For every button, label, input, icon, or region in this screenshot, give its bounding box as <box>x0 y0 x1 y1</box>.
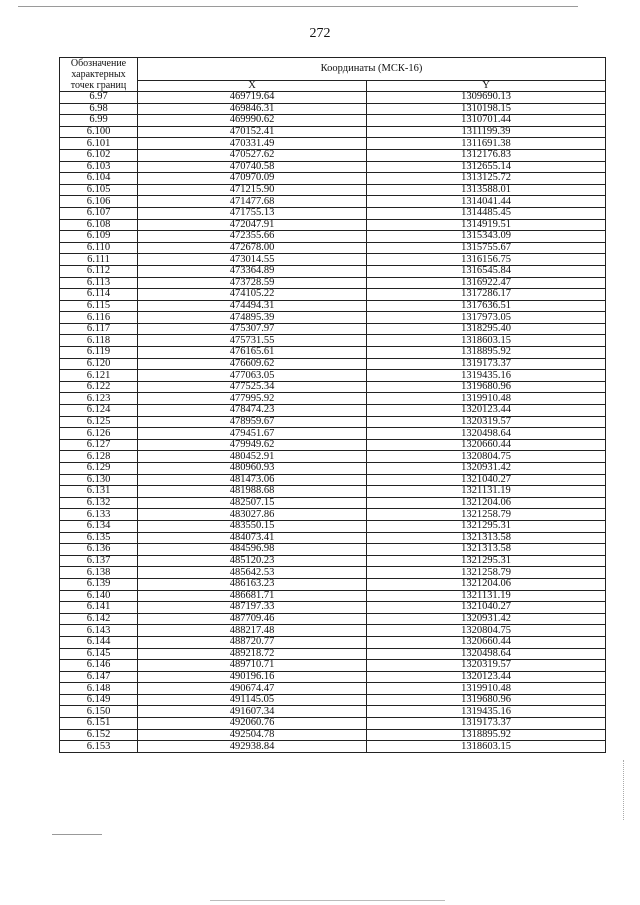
x-coordinate-cell: 480452.91 <box>138 451 367 463</box>
table-row <box>60 416 606 428</box>
x-coordinate-cell: 491145.05 <box>138 694 367 706</box>
x-coordinate-cell: 486163.23 <box>138 578 367 590</box>
table-row <box>60 358 606 370</box>
point-id-cell: 6.116 <box>60 312 138 324</box>
y-coordinate-cell: 1311199.39 <box>367 126 606 138</box>
point-id-cell: 6.101 <box>60 138 138 150</box>
y-coordinate-cell: 1320660.44 <box>367 439 606 451</box>
y-coordinate-cell: 1312655.14 <box>367 161 606 173</box>
y-coordinate-cell: 1321204.06 <box>367 578 606 590</box>
point-id-cell: 6.141 <box>60 602 138 614</box>
page-number: 272 <box>309 26 331 41</box>
y-coordinate-cell: 1319435.16 <box>367 706 606 718</box>
y-coordinate-cell: 1320123.44 <box>367 671 606 683</box>
point-id-cell: 6.129 <box>60 463 138 475</box>
point-id-cell: 6.135 <box>60 532 138 544</box>
point-id-cell: 6.146 <box>60 660 138 672</box>
x-coordinate-cell: 470970.09 <box>138 173 367 185</box>
point-id-cell: 6.153 <box>60 741 138 753</box>
y-coordinate-cell: 1319910.48 <box>367 393 606 405</box>
y-coordinate-cell: 1317973.05 <box>367 312 606 324</box>
y-coordinate-cell: 1321204.06 <box>367 497 606 509</box>
table-row <box>60 636 606 648</box>
y-coordinate-cell: 1321295.31 <box>367 520 606 532</box>
point-id-cell: 6.98 <box>60 103 138 115</box>
point-id-cell: 6.105 <box>60 184 138 196</box>
point-id-cell: 6.120 <box>60 358 138 370</box>
x-coordinate-cell: 489218.72 <box>138 648 367 660</box>
y-coordinate-cell: 1316922.47 <box>367 277 606 289</box>
x-coordinate-cell: 486681.71 <box>138 590 367 602</box>
y-coordinate-cell: 1321131.19 <box>367 590 606 602</box>
x-coordinate-cell: 470740.58 <box>138 161 367 173</box>
table-row <box>60 520 606 532</box>
x-coordinate-cell: 479451.67 <box>138 428 367 440</box>
x-coordinate-cell: 477525.34 <box>138 381 367 393</box>
table-row <box>60 648 606 660</box>
y-coordinate-cell: 1317286.17 <box>367 289 606 301</box>
y-coordinate-cell: 1319680.96 <box>367 694 606 706</box>
point-id-cell: 6.136 <box>60 544 138 556</box>
top-rule <box>18 6 578 7</box>
y-coordinate-cell: 1312176.83 <box>367 149 606 161</box>
y-coordinate-cell: 1313588.01 <box>367 184 606 196</box>
y-coordinate-cell: 1319680.96 <box>367 381 606 393</box>
y-coordinate-cell: 1320319.57 <box>367 660 606 672</box>
y-coordinate-cell: 1320660.44 <box>367 636 606 648</box>
point-id-cell: 6.112 <box>60 265 138 277</box>
point-id-cell: 6.124 <box>60 405 138 417</box>
x-coordinate-cell: 492504.78 <box>138 729 367 741</box>
y-coordinate-cell: 1321313.58 <box>367 532 606 544</box>
table-row <box>60 92 606 104</box>
table-row <box>60 405 606 417</box>
coordinates-header: Координаты (МСК-16) <box>138 58 606 81</box>
table-row <box>60 497 606 509</box>
y-coordinate-cell: 1314919.51 <box>367 219 606 231</box>
x-column-header: X <box>138 80 367 91</box>
point-id-cell: 6.107 <box>60 207 138 219</box>
y-coordinate-cell: 1318295.40 <box>367 323 606 335</box>
bottom-rule <box>210 900 445 901</box>
y-coordinate-cell: 1319910.48 <box>367 683 606 695</box>
x-coordinate-cell: 472678.00 <box>138 242 367 254</box>
y-coordinate-cell: 1314041.44 <box>367 196 606 208</box>
point-id-cell: 6.127 <box>60 439 138 451</box>
table-row <box>60 173 606 185</box>
y-coordinate-cell: 1318603.15 <box>367 741 606 753</box>
point-id-cell: 6.109 <box>60 231 138 243</box>
x-coordinate-cell: 475307.97 <box>138 323 367 335</box>
table-row <box>60 532 606 544</box>
y-coordinate-cell: 1320931.42 <box>367 463 606 475</box>
y-coordinate-cell: 1318895.92 <box>367 729 606 741</box>
x-coordinate-cell: 481473.06 <box>138 474 367 486</box>
table-row <box>60 509 606 521</box>
table-row <box>60 161 606 173</box>
table-row <box>60 567 606 579</box>
y-coordinate-cell: 1314485.45 <box>367 207 606 219</box>
y-coordinate-cell: 1321040.27 <box>367 602 606 614</box>
x-coordinate-cell: 487197.33 <box>138 602 367 614</box>
point-id-cell: 6.145 <box>60 648 138 660</box>
y-coordinate-cell: 1321258.79 <box>367 509 606 521</box>
point-id-cell: 6.122 <box>60 381 138 393</box>
table-row <box>60 323 606 335</box>
y-coordinate-cell: 1320804.75 <box>367 451 606 463</box>
table-row <box>60 265 606 277</box>
point-id-cell: 6.108 <box>60 219 138 231</box>
y-coordinate-cell: 1316545.84 <box>367 265 606 277</box>
point-id-cell: 6.125 <box>60 416 138 428</box>
x-coordinate-cell: 490196.16 <box>138 671 367 683</box>
table-row <box>60 196 606 208</box>
x-coordinate-cell: 487709.46 <box>138 613 367 625</box>
table-row <box>60 486 606 498</box>
x-coordinate-cell: 480960.93 <box>138 463 367 475</box>
point-id-cell: 6.147 <box>60 671 138 683</box>
point-id-cell: 6.152 <box>60 729 138 741</box>
x-coordinate-cell: 488217.48 <box>138 625 367 637</box>
x-coordinate-cell: 483027.86 <box>138 509 367 521</box>
point-id-cell: 6.103 <box>60 161 138 173</box>
scan-edge-mark <box>623 760 625 820</box>
y-coordinate-cell: 1319435.16 <box>367 370 606 382</box>
y-coordinate-cell: 1321131.19 <box>367 486 606 498</box>
x-coordinate-cell: 470527.62 <box>138 149 367 161</box>
table-row <box>60 578 606 590</box>
x-coordinate-cell: 479949.62 <box>138 439 367 451</box>
point-id-cell: 6.121 <box>60 370 138 382</box>
table-row <box>60 660 606 672</box>
y-coordinate-cell: 1320498.64 <box>367 648 606 660</box>
point-id-cell: 6.137 <box>60 555 138 567</box>
table-row <box>60 103 606 115</box>
y-column-header: Y <box>367 80 606 91</box>
table-row <box>60 683 606 695</box>
point-id-cell: 6.150 <box>60 706 138 718</box>
point-id-cell: 6.139 <box>60 578 138 590</box>
table-row <box>60 474 606 486</box>
y-coordinate-cell: 1321040.27 <box>367 474 606 486</box>
x-coordinate-cell: 473728.59 <box>138 277 367 289</box>
y-coordinate-cell: 1310701.44 <box>367 115 606 127</box>
table-row <box>60 138 606 150</box>
table-row <box>60 590 606 602</box>
point-id-cell: 6.115 <box>60 300 138 312</box>
x-coordinate-cell: 484596.98 <box>138 544 367 556</box>
table-row <box>60 242 606 254</box>
point-id-cell: 6.133 <box>60 509 138 521</box>
x-coordinate-cell: 484073.41 <box>138 532 367 544</box>
table-row <box>60 729 606 741</box>
y-coordinate-cell: 1319173.37 <box>367 358 606 370</box>
table-row <box>60 254 606 266</box>
y-coordinate-cell: 1320931.42 <box>367 613 606 625</box>
x-coordinate-cell: 490674.47 <box>138 683 367 695</box>
point-id-cell: 6.110 <box>60 242 138 254</box>
table-row <box>60 428 606 440</box>
point-id-cell: 6.119 <box>60 347 138 359</box>
table-row <box>60 613 606 625</box>
x-coordinate-cell: 492938.84 <box>138 741 367 753</box>
table-row <box>60 381 606 393</box>
x-coordinate-cell: 471477.68 <box>138 196 367 208</box>
table-row <box>60 231 606 243</box>
y-coordinate-cell: 1313125.72 <box>367 173 606 185</box>
x-coordinate-cell: 470331.49 <box>138 138 367 150</box>
point-id-cell: 6.111 <box>60 254 138 266</box>
point-id-cell: 6.142 <box>60 613 138 625</box>
x-coordinate-cell: 485120.23 <box>138 555 367 567</box>
point-id-cell: 6.102 <box>60 149 138 161</box>
coordinates-table <box>59 57 606 753</box>
table-row <box>60 439 606 451</box>
y-coordinate-cell: 1311691.38 <box>367 138 606 150</box>
y-coordinate-cell: 1321258.79 <box>367 567 606 579</box>
table-row <box>60 300 606 312</box>
table-row <box>60 718 606 730</box>
point-id-cell: 6.99 <box>60 115 138 127</box>
x-coordinate-cell: 469990.62 <box>138 115 367 127</box>
x-coordinate-cell: 476609.62 <box>138 358 367 370</box>
table-row <box>60 335 606 347</box>
x-coordinate-cell: 474494.31 <box>138 300 367 312</box>
y-coordinate-cell: 1315343.09 <box>367 231 606 243</box>
table-row <box>60 347 606 359</box>
y-coordinate-cell: 1320319.57 <box>367 416 606 428</box>
y-coordinate-cell: 1320804.75 <box>367 625 606 637</box>
table-row <box>60 625 606 637</box>
point-id-cell: 6.140 <box>60 590 138 602</box>
table-row <box>60 126 606 138</box>
point-id-cell: 6.126 <box>60 428 138 440</box>
table-row <box>60 312 606 324</box>
table-body <box>60 92 606 753</box>
x-coordinate-cell: 492060.76 <box>138 718 367 730</box>
x-coordinate-cell: 471755.13 <box>138 207 367 219</box>
x-coordinate-cell: 488720.77 <box>138 636 367 648</box>
x-coordinate-cell: 481988.68 <box>138 486 367 498</box>
y-coordinate-cell: 1320498.64 <box>367 428 606 440</box>
table-row <box>60 694 606 706</box>
table-row <box>60 115 606 127</box>
y-coordinate-cell: 1317636.51 <box>367 300 606 312</box>
y-coordinate-cell: 1321313.58 <box>367 544 606 556</box>
x-coordinate-cell: 473364.89 <box>138 265 367 277</box>
x-coordinate-cell: 469719.64 <box>138 92 367 104</box>
point-id-cell: 6.148 <box>60 683 138 695</box>
y-coordinate-cell: 1320123.44 <box>367 405 606 417</box>
table-row <box>60 555 606 567</box>
table-row <box>60 289 606 301</box>
point-id-cell: 6.118 <box>60 335 138 347</box>
x-coordinate-cell: 475731.55 <box>138 335 367 347</box>
point-id-cell: 6.149 <box>60 694 138 706</box>
point-id-cell: 6.151 <box>60 718 138 730</box>
point-id-cell: 6.97 <box>60 92 138 104</box>
table-row <box>60 451 606 463</box>
y-coordinate-cell: 1321295.31 <box>367 555 606 567</box>
table-row <box>60 544 606 556</box>
x-coordinate-cell: 473014.55 <box>138 254 367 266</box>
x-coordinate-cell: 478474.23 <box>138 405 367 417</box>
point-id-cell: 6.104 <box>60 173 138 185</box>
table-row <box>60 149 606 161</box>
point-id-cell: 6.144 <box>60 636 138 648</box>
table-row <box>60 741 606 753</box>
x-coordinate-cell: 472355.66 <box>138 231 367 243</box>
table-row <box>60 602 606 614</box>
table-row <box>60 184 606 196</box>
x-coordinate-cell: 485642.53 <box>138 567 367 579</box>
margin-mark <box>52 834 102 835</box>
table-row <box>60 207 606 219</box>
point-id-cell: 6.130 <box>60 474 138 486</box>
x-coordinate-cell: 489710.71 <box>138 660 367 672</box>
point-id-cell: 6.128 <box>60 451 138 463</box>
table-row <box>60 393 606 405</box>
x-coordinate-cell: 483550.15 <box>138 520 367 532</box>
table-row <box>60 370 606 382</box>
x-coordinate-cell: 478959.67 <box>138 416 367 428</box>
point-id-cell: 6.114 <box>60 289 138 301</box>
y-coordinate-cell: 1310198.15 <box>367 103 606 115</box>
y-coordinate-cell: 1309690.13 <box>367 92 606 104</box>
table-row <box>60 463 606 475</box>
table-row <box>60 219 606 231</box>
y-coordinate-cell: 1318603.15 <box>367 335 606 347</box>
table-row <box>60 277 606 289</box>
y-coordinate-cell: 1315755.67 <box>367 242 606 254</box>
x-coordinate-cell: 482507.15 <box>138 497 367 509</box>
point-id-cell: 6.138 <box>60 567 138 579</box>
point-designation-header: Обозначение характерных точек границ <box>60 58 138 92</box>
point-id-cell: 6.106 <box>60 196 138 208</box>
x-coordinate-cell: 471215.90 <box>138 184 367 196</box>
table-row <box>60 706 606 718</box>
y-coordinate-cell: 1319173.37 <box>367 718 606 730</box>
point-id-cell: 6.134 <box>60 520 138 532</box>
point-id-cell: 6.117 <box>60 323 138 335</box>
x-coordinate-cell: 477063.05 <box>138 370 367 382</box>
x-coordinate-cell: 472047.91 <box>138 219 367 231</box>
x-coordinate-cell: 491607.34 <box>138 706 367 718</box>
x-coordinate-cell: 474105.22 <box>138 289 367 301</box>
point-id-cell: 6.143 <box>60 625 138 637</box>
point-id-cell: 6.100 <box>60 126 138 138</box>
x-coordinate-cell: 470152.41 <box>138 126 367 138</box>
point-id-cell: 6.131 <box>60 486 138 498</box>
point-id-cell: 6.113 <box>60 277 138 289</box>
table-row <box>60 671 606 683</box>
y-coordinate-cell: 1318895.92 <box>367 347 606 359</box>
x-coordinate-cell: 469846.31 <box>138 103 367 115</box>
x-coordinate-cell: 476165.61 <box>138 347 367 359</box>
x-coordinate-cell: 477995.92 <box>138 393 367 405</box>
y-coordinate-cell: 1316156.75 <box>367 254 606 266</box>
point-id-cell: 6.132 <box>60 497 138 509</box>
x-coordinate-cell: 474895.39 <box>138 312 367 324</box>
point-id-cell: 6.123 <box>60 393 138 405</box>
